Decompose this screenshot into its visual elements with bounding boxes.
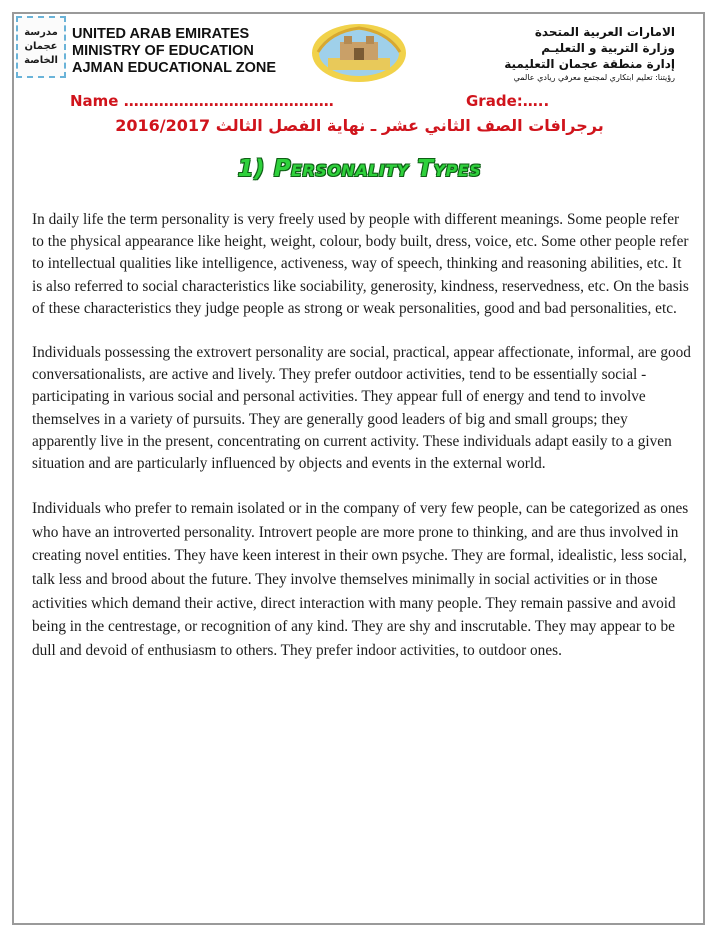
paragraph: In daily life the term personality is very freely used by people with different meanings. Some people refer to the physical appearance like height, weight, colour, body built, dress, voice, etc. Some other people refer to intellectual qualities like intelligence, activeness, way of speech, thinking and reasoning abilities, etc. It is also referred to social characteristics like sociability, generosity, kindness, reservedness, etc. On the basis of these characteristics they judge people as strong or weak personalities, good and bad personalities, etc.: [32, 211, 689, 317]
section-title: 1) Personality Types: [237, 156, 482, 182]
paragraph: Individuals who prefer to remain isolated or in the company of very few people, can be categorized as ones who have an introverted personality. Introvert people are more prone to thinking, and are thus involved in creating novel entities. They have keen interest in their own psyche. They are formal, idealistic, less social, talk less and brood about the future. They involve themselves minimally in social activities or in those activities which demand their active, direct interaction with many people. They remain passive and avoid being in the centrestage, or recognition of any kind. They are shy and inscrutable. They may appear to be dull and devoid of enthusiasm to others. They prefer indoor activities, to outdoor ones.: [32, 500, 689, 659]
english-header: [72, 26, 276, 77]
zone-name-arabic: إدارة منطقة عجمان التعليمية: [504, 57, 675, 71]
country-name-arabic: الامارات العربية المتحدة: [534, 25, 675, 39]
ministry-name: MINISTRY OF EDUCATION: [72, 43, 254, 59]
student-name-field: Name ……………………………………: [70, 92, 334, 110]
student-grade-field: Grade:…..: [466, 92, 550, 110]
paragraph: Individuals possessing the extrovert personality are social, practical, appear affectionate, informal, are good conversationalists, are active and lively. They prefer outdoor activities, tend to be essentially social - participating in various social and personal activities. They appear full of energy and tend to involve themselves in a variety of pursuits. They are generally good leaders of big and small groups; they apparently live in the present, concentrating on current activity. These individuals adapt easily to a given situation and are particularly influenced by objects and events in the external world.: [32, 344, 691, 473]
arabic-header: [504, 24, 675, 84]
zone-name: AJMAN EDUCATIONAL ZONE: [72, 60, 277, 76]
ministry-emblem-icon: [310, 22, 408, 84]
school-stamp-line: مدرسة: [24, 27, 58, 38]
reading-passage: [32, 209, 692, 684]
worksheet-title-arabic: برجرافات الصف الثاني عشر ـ نهاية الفصل الثالث 2016/2017: [115, 116, 604, 135]
vision-motto: رؤيتنا: تعليم ابتكاري لمجتمع معرفي ريادي عالمي: [513, 73, 675, 82]
school-stamp: [16, 16, 66, 78]
school-stamp-line: عجمان: [24, 41, 58, 52]
school-stamp-line: الخاصة: [24, 55, 58, 66]
ministry-name-arabic: وزارة التربية و التعليـم: [541, 41, 675, 55]
country-name: UNITED ARAB EMIRATES: [72, 26, 250, 42]
